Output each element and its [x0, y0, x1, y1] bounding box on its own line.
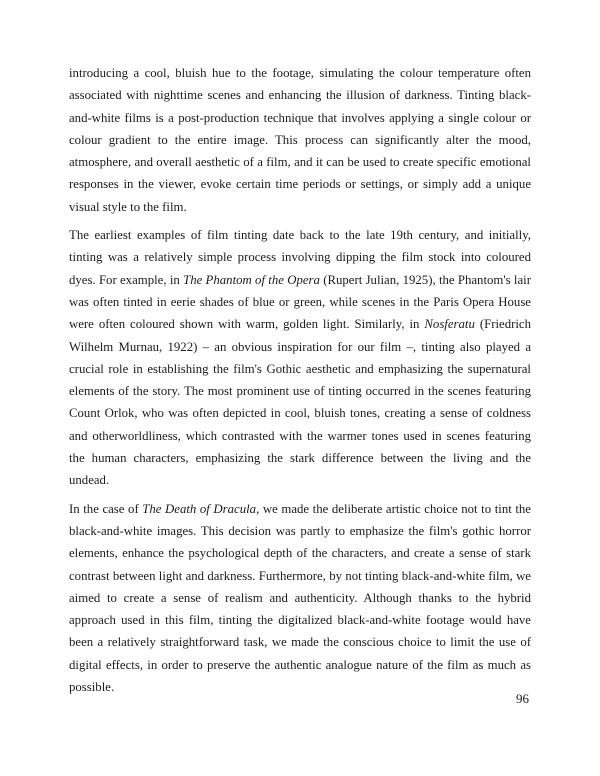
italic-text-run: The Phantom of the Opera — [183, 272, 320, 287]
italic-text-run: Nosferatu — [424, 317, 475, 332]
text-run: (Friedrich Wilhelm Murnau, 1922) – an obvious inspiration for our film –, tinting also played a crucial role in establishing the film's Gothic aesthetic and emphasizing the supernatural elements of the story. The most prominent use of tinting occurred in the scenes featuring Count Orlok, who was often depicted in cool, bluish tones, creating a sense of coldness and otherworldliness, which contrasted with the warmer tones used in scenes featuring the human characters, emphasizing the stark difference between the living and the undead. — [69, 317, 531, 488]
italic-text-run: The Death of Dracula — [142, 501, 257, 516]
page-body — [69, 62, 531, 704]
text-run: The earliest examples of film tinting date back to the late 19th century, and initially, tinting was a relatively simple process involving dipping the film stock into coloured dyes. For example, in — [69, 228, 531, 287]
paragraph — [69, 62, 531, 218]
page-number: 96 — [516, 691, 529, 706]
text-run: In the case of — [69, 501, 143, 516]
text-run: introducing a cool, bluish hue to the footage, simulating the colour temperature often associated with nighttime scenes and enhancing the illusion of darkness. Tinting black-and-white films is a post-production technique that involves applying a single colour or colour gradient to the entire image. This process can significantly alter the mood, atmosphere, and overall aesthetic of a film, and it can be used to create specific emotional responses in the viewer, evoke certain time periods or settings, or simply add a unique visual style to the film. — [69, 66, 531, 214]
text-run: (Rupert Julian, 1925), the Phantom's lair was often tinted in eerie shades of blue or green, while scenes in the Paris Opera House were often coloured shown with warm, golden light. Similarly, in — [69, 272, 531, 332]
paragraph — [69, 224, 531, 492]
text-run: , we made the deliberate artistic choice not to tint the black-and-white images. This decision was partly to emphasize the film's gothic horror elements, enhance the psychological depth of the characters, and create a sense of stark contrast between light and darkness. Furthermore, by not tinting black-and-white film, we aimed to create a sense of realism and authenticity. Although thanks to the hybrid approach used in this film, tinting the digitalized black-and-white footage would have been a relatively straightforward task, we made the conscious choice to limit the use of digital effects, in order to preserve the authentic analogue nature of the film as much as possible. — [69, 501, 531, 695]
paragraph — [69, 498, 531, 699]
